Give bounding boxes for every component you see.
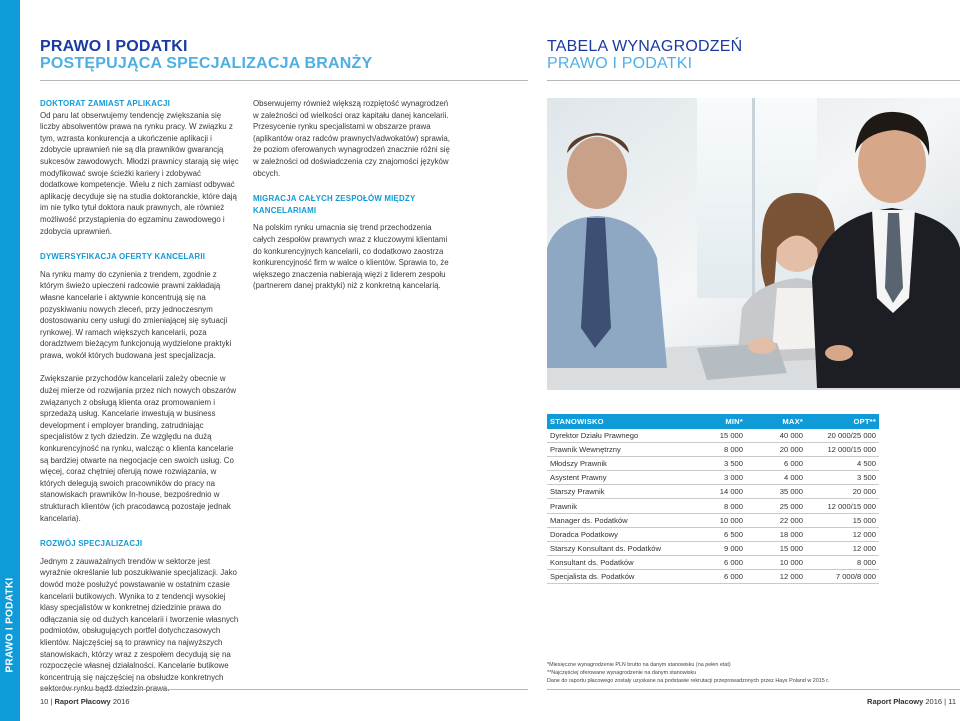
salary-table-header	[547, 414, 879, 429]
cell-opt: 12 000/15 000	[827, 501, 876, 511]
table-footnotes	[547, 661, 947, 685]
section-heading: DYWERSYFIKACJA OFERTY KANCELARII	[40, 252, 206, 262]
cell-max: 4 000	[783, 473, 803, 483]
paragraph: Na polskim rynku umacnia się trend przechodzenia całych zespołów prawnych wraz z kluczowymi klientami do konkurencyjnych kancelarii, co dodatkowo zaostrza konkurencyjność firm w walce o klientów. Sprawia to, że większego znaczenia nabierają więzi z liderem zespołu (partnerem danej praktyki) niż z konkretną kancelarią.	[253, 223, 449, 291]
right-title-divider	[547, 80, 960, 81]
cell-min: 6 000	[723, 571, 743, 581]
salary-table	[547, 414, 879, 584]
table-row	[547, 528, 879, 542]
cell-opt: 4 500	[856, 459, 876, 469]
page-number: 11	[948, 697, 956, 706]
header-opt: OPT**	[853, 417, 876, 426]
table-row	[547, 556, 879, 570]
footnote: Dane do raportu płacowego zostały uzyskane na podstawie rekrutacji przeprowadzonych przez Hays Poland w 2015 r.	[547, 678, 830, 684]
cell-opt: 20 000	[852, 487, 876, 497]
cell-min: 14 000	[719, 487, 743, 497]
right-footer	[867, 697, 956, 706]
report-title: Raport Płacowy	[54, 697, 111, 706]
table-row	[547, 485, 879, 499]
cell-opt: 7 000/8 000	[835, 571, 876, 581]
cell-position: Młodszy Prawnik	[550, 459, 607, 469]
table-row	[547, 570, 879, 584]
sidebar-label-box	[0, 560, 20, 690]
cell-opt: 12 000	[852, 543, 876, 553]
cell-position: Starszy Prawnik	[550, 487, 605, 497]
right-page-title	[547, 38, 947, 72]
paragraph: Na rynku mamy do czynienia z trendem, zgodnie z którym świeżo upieczeni radcowie prawni zakładają własne kancelarie i aktywnie koncentrują się na pozyskiwaniu nowych zleceń, przy jednoczesnym dostosowaniu ceny usługi do zmieniającej się sytuacji rynkowej. W ramach większych kancelarii, poza doradztwem bieżącym funkcjonują wydzielone praktyki prawa, wokół których budowana jest specjalizacja.	[40, 269, 232, 360]
photo-illustration	[547, 98, 960, 390]
cell-opt: 12 000/15 000	[827, 445, 876, 455]
header-min: MIN*	[725, 417, 743, 426]
section-heading: DOKTORAT ZAMIAST APLIKACJI	[40, 99, 170, 108]
report-title: Raport Płacowy	[867, 697, 924, 706]
cell-opt: 15 000	[852, 515, 876, 525]
cell-position: Specjalista ds. Podatków	[550, 571, 635, 581]
left-page-title	[40, 38, 420, 72]
cell-position: Prawnik Wewnętrzny	[550, 445, 621, 455]
table-row	[547, 542, 879, 556]
table-row	[547, 471, 879, 485]
cell-min: 6 000	[723, 557, 743, 567]
table-row	[547, 499, 879, 513]
cell-min: 8 000	[723, 501, 743, 511]
paragraph: Jednym z zauważalnych trendów w sektorze jest wyraźnie określanie lub poszukiwanie specjalizacji. Jako dowód może posłużyć powstawanie w ostatnim czasie kancelarii butikowych. Wynika to z tendencji wysokiej klasy specjalistów w konkretnej dziedzinie prawa do odłączania się od dużych kancelarii i tworzenie własnych podmiotów, obsługujących portfel dotychczasowych klientów. Najczęściej są to prawnicy na najwyższych stanowiskach, którzy wraz z zespołem decydują się na rozpoczęcie własnej działalności. Kancelarie butikowe koncentrują się najczęściej na obsłudze konkretnych	[40, 556, 239, 682]
cell-min: 6 500	[723, 529, 743, 539]
cell-max: 15 000	[779, 543, 803, 553]
paragraph: Obserwujemy również większą rozpiętość wynagrodzeń w zależności od wielkości oraz kapitału danej kancelarii. Przesycenie rynku specjalistami w obszarze prawa (aplikantów oraz radców prawnych/adwokatów) sprawia, że poziom oferowanych wynagrodzeń znacznie różni się w zależności od doświadczenia czy znajomości języków obcych.	[253, 99, 450, 178]
cell-max: 18 000	[779, 529, 803, 539]
right-title-line2: PRAWO I PODATKI	[547, 55, 693, 72]
cell-position: Starszy Konsultant ds. Podatków	[550, 543, 662, 553]
text-column-2	[253, 98, 453, 292]
footer-separator: |	[48, 697, 55, 706]
cell-min: 8 000	[723, 445, 743, 455]
table-row	[547, 457, 879, 471]
cell-max: 20 000	[779, 445, 803, 455]
cell-opt: 8 000	[856, 557, 876, 567]
table-row	[547, 443, 879, 457]
table-row	[547, 514, 879, 528]
cell-opt: 3 500	[856, 473, 876, 483]
header-position: STANOWISKO	[550, 417, 604, 426]
text-column-1	[40, 98, 240, 695]
cell-position: Asystent Prawny	[550, 473, 607, 483]
cell-max: 12 000	[779, 571, 803, 581]
cell-position: Doradca Podatkowy	[550, 529, 618, 539]
cell-min: 3 500	[723, 459, 743, 469]
paragraph: Od paru lat obserwujemy tendencję zwiększania się liczby absolwentów prawa na rynku pracy. W związku z tym, wzrasta konkurencja a ukończenie aplikacji i zdobycie uprawnień nie są dla prawników gwarancją sukcesów zawodowych. Młodzi prawnicy starają się więc modyfikować swoje ścieżki kariery i zdobywać dodatkowe kompetencje. Wielu z nich zamiast odbywać aplikację decyduje się na studia doktoranckie, które dają im nie tylko tytuł doktora nauk prawnych, ale również możliwość przystąpienia do egzaminu zawodowego i zdobycia uprawnień.	[40, 110, 239, 236]
section-heading: ROZWÓJ SPECJALIZACJI	[40, 539, 143, 549]
cell-opt: 12 000	[852, 529, 876, 539]
cell-max: 35 000	[779, 487, 803, 497]
report-year: 2016	[110, 697, 130, 706]
left-footer-divider	[40, 689, 528, 690]
cell-position: Prawnik	[550, 501, 578, 511]
left-title-divider	[40, 80, 528, 81]
sidebar-label: PRAWO I PODATKI	[4, 577, 16, 673]
header-max: MAX*	[782, 417, 803, 426]
cell-opt: 20 000/25 000	[827, 431, 876, 441]
cell-min: 3 000	[723, 473, 743, 483]
table-row	[547, 429, 879, 443]
left-title-line2: POSTĘPUJĄCA SPECJALIZACJA BRANŻY	[40, 55, 373, 72]
page-number: 10	[40, 697, 49, 706]
cell-max: 40 000	[779, 431, 803, 441]
report-year: 2016	[923, 697, 943, 706]
cell-max: 10 000	[779, 557, 803, 567]
cell-max: 6 000	[783, 459, 803, 469]
cell-min: 9 000	[723, 543, 743, 553]
paragraph: Zwiększanie przychodów kancelarii zależy obecnie w dużej mierze od rozwijania przez nich nowych obszarów związanych z obsługą klienta oraz promowaniem i sprzedażą usług. Kancelarie inwestują w business development i employer branding, zatrudniając specjalistów z tych dziedzin. Ze względu na dużą konkurencyjność na rynku, walcząc o klienta kancelarie są bardziej otwarte na negocjacje cen swoich usług. Co więcej, coraz chętniej oferują nowe rozwiązania, w których delegują swoich pracowników do pracy na stanowiskach prawników In-house, bezpośrednio w strukturach klientów (ich pracodawcą pozostaje jednak kancelaria).	[40, 374, 237, 523]
footer-separator: |	[942, 697, 949, 706]
cell-position: Manager ds. Podatków	[550, 515, 628, 525]
left-footer	[40, 697, 130, 706]
cell-max: 25 000	[779, 501, 803, 511]
business-team-photo	[547, 98, 960, 390]
cell-max: 22 000	[779, 515, 803, 525]
right-footer-divider	[547, 689, 960, 690]
cell-min: 15 000	[719, 431, 743, 441]
cell-position: Dyrektor Działu Prawnego	[550, 431, 639, 441]
left-title-line1: PRAWO I PODATKI	[40, 38, 188, 55]
footnote: *Miesięczne wynagrodzenie PLN brutto na danym stanowisku (na pełen etat)	[547, 662, 731, 668]
cell-min: 10 000	[719, 515, 743, 525]
cell-position: Konsultant ds. Podatków	[550, 557, 634, 567]
section-heading: MIGRACJA CAŁYCH ZESPOŁÓW MIĘDZY KANCELARIAMI	[253, 194, 416, 215]
footnote: **Najczęściej oferowane wynagrodzenie na danym stanowisku	[547, 670, 697, 676]
right-title-line1: TABELA WYNAGRODZEŃ	[547, 38, 743, 55]
